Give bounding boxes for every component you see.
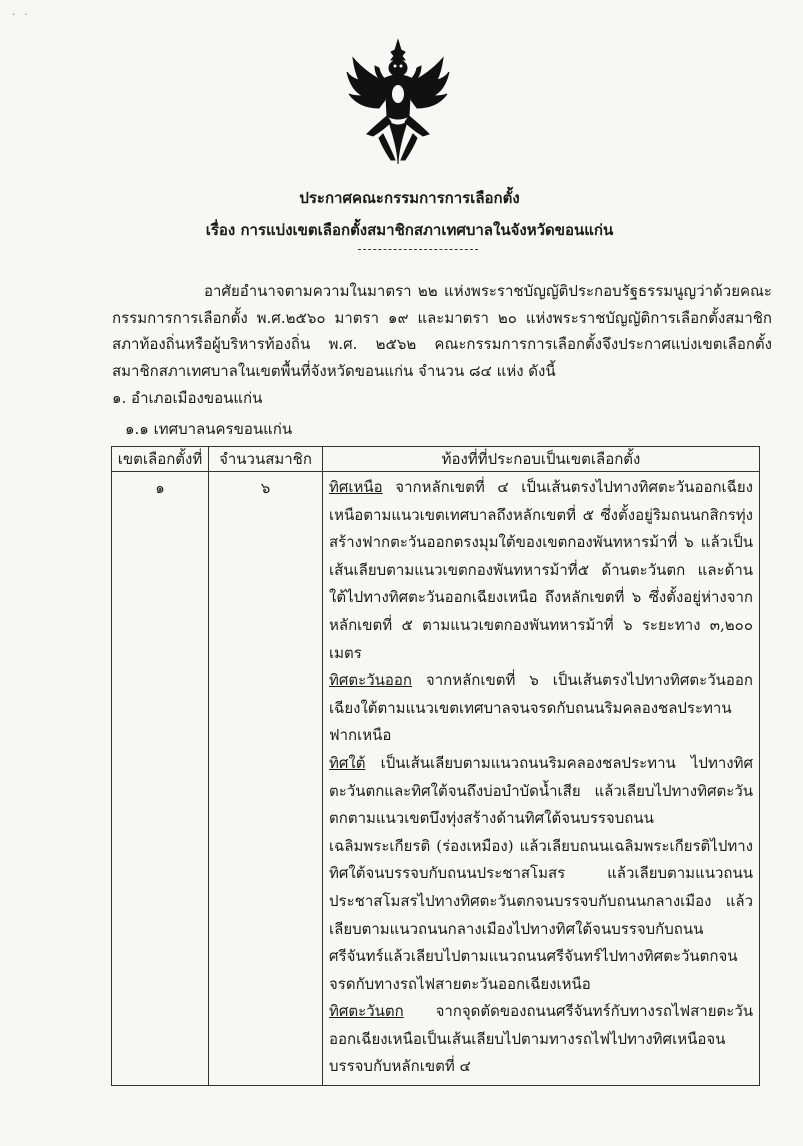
table-header-row bbox=[112, 447, 760, 472]
district-table bbox=[111, 446, 760, 1086]
header-area: ท้องที่ที่ประกอบเป็นเขตเลือกตั้ง bbox=[323, 447, 760, 472]
preamble-paragraph bbox=[112, 278, 772, 384]
garuda-emblem-icon bbox=[345, 38, 451, 166]
south-text: เป็นเส้นเลียบตามแนวถนนริมคลองชลประทาน ไปทางทิศตะวันตกและทิศใต้จนถึงบ่อบำบัดน้ำเสีย แล้วเลียบไปทางทิศตะวันตกตามแนวเขตบึงทุ่งสร้างด้านทิศใต้จนบรรจบถนนเฉลิมพระเกียรติ (ร่องเหมือง) แล้วเลียบถนนเฉลิมพระเกียรติไปทางทิศใต้จนบรรจบกับถนนประชาสโมสร แล้วเลียบตามแนวถนนประชาสโมสรไปทางทิศตะวันตกจนบรรจบกับถนนกลางเมือง แล้วเลียบตามแนวถนนกลางเมืองไปทางทิศใต้จนบรรจบกับถนนศรีจันทร์แล้วเลียบไปตามแนวถนนศรีจันทร์ไปทางทิศตะวันตกจนจรดกับทางรถไฟสายตะวันออกเฉียงเหนือ bbox=[329, 753, 753, 993]
title-separator bbox=[358, 249, 478, 250]
east-label: ทิศตะวันออก bbox=[329, 671, 412, 690]
announcement-title: ประกาศคณะกรรมการการเลือกตั้ง bbox=[299, 189, 520, 207]
subsection-heading: ๑.๑ เทศบาลนครขอนแก่น bbox=[125, 420, 293, 438]
section-heading: ๑. อำเภอเมืองขอนแก่น bbox=[112, 389, 263, 407]
district-number: ๑ bbox=[112, 472, 209, 1086]
header-members: จำนวนสมาชิก bbox=[209, 447, 323, 472]
north-text: จากหลักเขตที่ ๔ เป็นเส้นตรงไปทางทิศตะวันออกเฉียงเหนือตามแนวเขตเทศบาลถึงหลักเขตที่ ๕ ซึ่งตั้งอยู่ริมถนนกสิกรทุ่งสร้างฟากตะวันออกตรงมุมใต้ของเขตกองพันทหารม้าที่ ๖ แล้วเป็นเส้นเลียบตามแนวเขตกองพันทหารม้าที่๕ ด้านตะวันตก และด้านใต้ไปทางทิศตะวันออกเฉียงเหนือ ถึงหลักเขตที่ ๖ ซึ่งตั้งอยู่ห่างจากหลักเขตที่ ๕ ตามแนวเขตกองพันทหารม้าที่ ๖ ระยะทาง ๓,๒๐๐ เมตร bbox=[329, 478, 753, 662]
table-row bbox=[112, 472, 760, 1086]
north-label: ทิศเหนือ bbox=[329, 478, 383, 496]
announcement-subject: เรื่อง การแบ่งเขตเลือกตั้งสมาชิกสภาเทศบาลในจังหวัดขอนแก่น bbox=[205, 221, 614, 239]
west-text: จากจุดตัดของถนนศรีจันทร์กับทางรถไฟสายตะวันออกเฉียงเหนือเป็นเส้นเลียบไปตามทางรถไฟไปทางทิศเหนือจนบรรจบกับหลักเขตที่ ๔ bbox=[329, 1002, 753, 1076]
west-label: ทิศตะวันตก bbox=[329, 1002, 404, 1021]
member-count: ๖ bbox=[209, 472, 323, 1086]
preamble-text: อาศัยอำนาจตามความในมาตรา ๒๒ แห่งพระราชบัญญัติประกอบรัฐธรรมนูญว่าด้วยคณะกรรมการการเลือกตั้ง พ.ศ.๒๕๖๐ มาตรา ๑๙ และมาตรา ๒๐ แห่งพระราชบัญญัติการเลือกตั้งสมาชิกสภาท้องถิ่นหรือผู้บริหารท้องถิ่น พ.ศ. ๒๕๖๒ คณะกรรมการการเลือกตั้งจึงประกาศแบ่งเขตเลือกตั้งสมาชิกสภาเทศบาลในเขตพื้นที่จังหวัดขอนแก่น จำนวน ๘๔ แห่ง ดังนี้ bbox=[112, 282, 772, 380]
east-text: จากหลักเขตที่ ๖ เป็นเส้นตรงไปทางทิศตะวันออกเฉียงใต้ตามแนวเขตเทศบาลจนจรดกับถนนริมคลองชลประทานฟากเหนือ bbox=[329, 671, 753, 745]
header-district: เขตเลือกตั้งที่ bbox=[112, 447, 209, 472]
scan-specks: · · bbox=[12, 10, 31, 21]
boundary-description bbox=[323, 472, 760, 1086]
south-label: ทิศใต้ bbox=[329, 753, 366, 772]
